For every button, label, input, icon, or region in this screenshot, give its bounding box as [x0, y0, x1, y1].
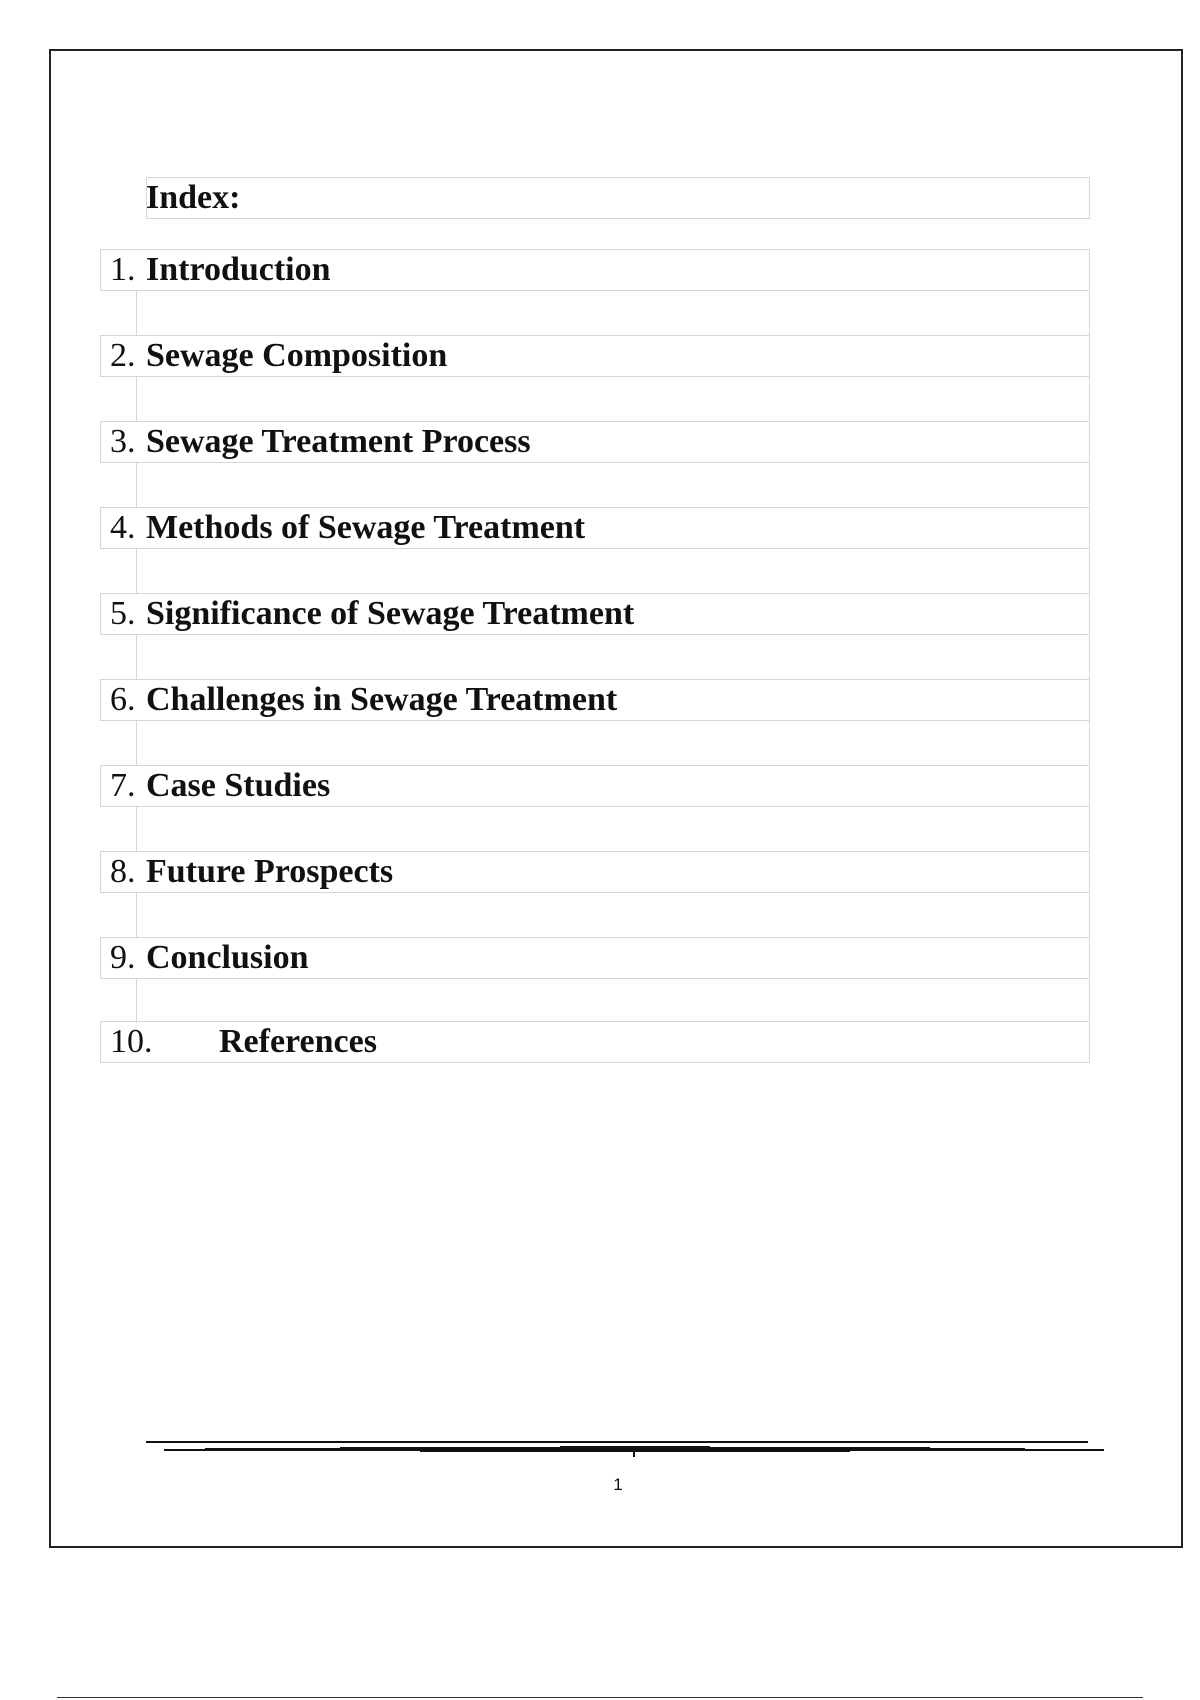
- toc-item-sewage-composition: [100, 335, 1090, 377]
- toc-item-title: Conclusion: [146, 939, 309, 976]
- footer-rule: [146, 1441, 1088, 1443]
- footer-rule-brush: [560, 1446, 710, 1451]
- toc-item-references: [100, 1021, 1090, 1063]
- toc-item-number: 9.: [110, 939, 136, 976]
- toc-item-significance-of-sewage-treatment: [100, 593, 1090, 635]
- toc-item-number: 10.: [110, 1023, 153, 1060]
- toc-item-challenges-in-sewage-treatment: [100, 679, 1090, 721]
- toc-item-title: Challenges in Sewage Treatment: [146, 681, 618, 718]
- bottom-rule: [57, 1697, 1143, 1698]
- toc-item-number: 4.: [110, 509, 136, 546]
- toc-item-title: Future Prospects: [146, 853, 394, 890]
- toc-item-number: 1.: [110, 251, 136, 288]
- toc-item-title: Methods of Sewage Treatment: [146, 509, 586, 546]
- toc-item-number: 3.: [110, 423, 136, 460]
- toc-item-sewage-treatment-process: [100, 421, 1090, 463]
- toc-gap: [136, 979, 1090, 1023]
- toc-item-case-studies: [100, 765, 1090, 807]
- toc-item-title: Introduction: [146, 251, 331, 288]
- toc-gap: [136, 291, 1090, 335]
- toc-gap: [136, 807, 1090, 851]
- toc-item-title: Sewage Treatment Process: [146, 423, 531, 460]
- toc-item-number: 7.: [110, 767, 136, 804]
- toc-item-title: Significance of Sewage Treatment: [146, 595, 635, 632]
- toc-gap: [136, 635, 1090, 679]
- toc-item-conclusion: [100, 937, 1090, 979]
- index-heading: Index:: [146, 179, 241, 216]
- toc-item-methods-of-sewage-treatment: [100, 507, 1090, 549]
- index-heading-box: [146, 177, 1090, 219]
- toc-item-title: References: [219, 1023, 377, 1060]
- page-number: 1: [613, 1475, 623, 1494]
- toc-gap: [136, 893, 1090, 937]
- toc-item-title: Case Studies: [146, 767, 331, 804]
- toc-item-number: 8.: [110, 853, 136, 890]
- toc-item-introduction: [100, 249, 1090, 291]
- toc-gap: [136, 721, 1090, 765]
- footer-rule-tick: [633, 1452, 635, 1457]
- toc-gap: [136, 377, 1090, 421]
- toc-item-number: 5.: [110, 595, 136, 632]
- toc-item-number: 6.: [110, 681, 136, 718]
- toc-item-title: Sewage Composition: [146, 337, 448, 374]
- toc-gap: [136, 549, 1090, 593]
- toc-gap: [136, 463, 1090, 507]
- toc-item-number: 2.: [110, 337, 136, 374]
- toc-item-future-prospects: [100, 851, 1090, 893]
